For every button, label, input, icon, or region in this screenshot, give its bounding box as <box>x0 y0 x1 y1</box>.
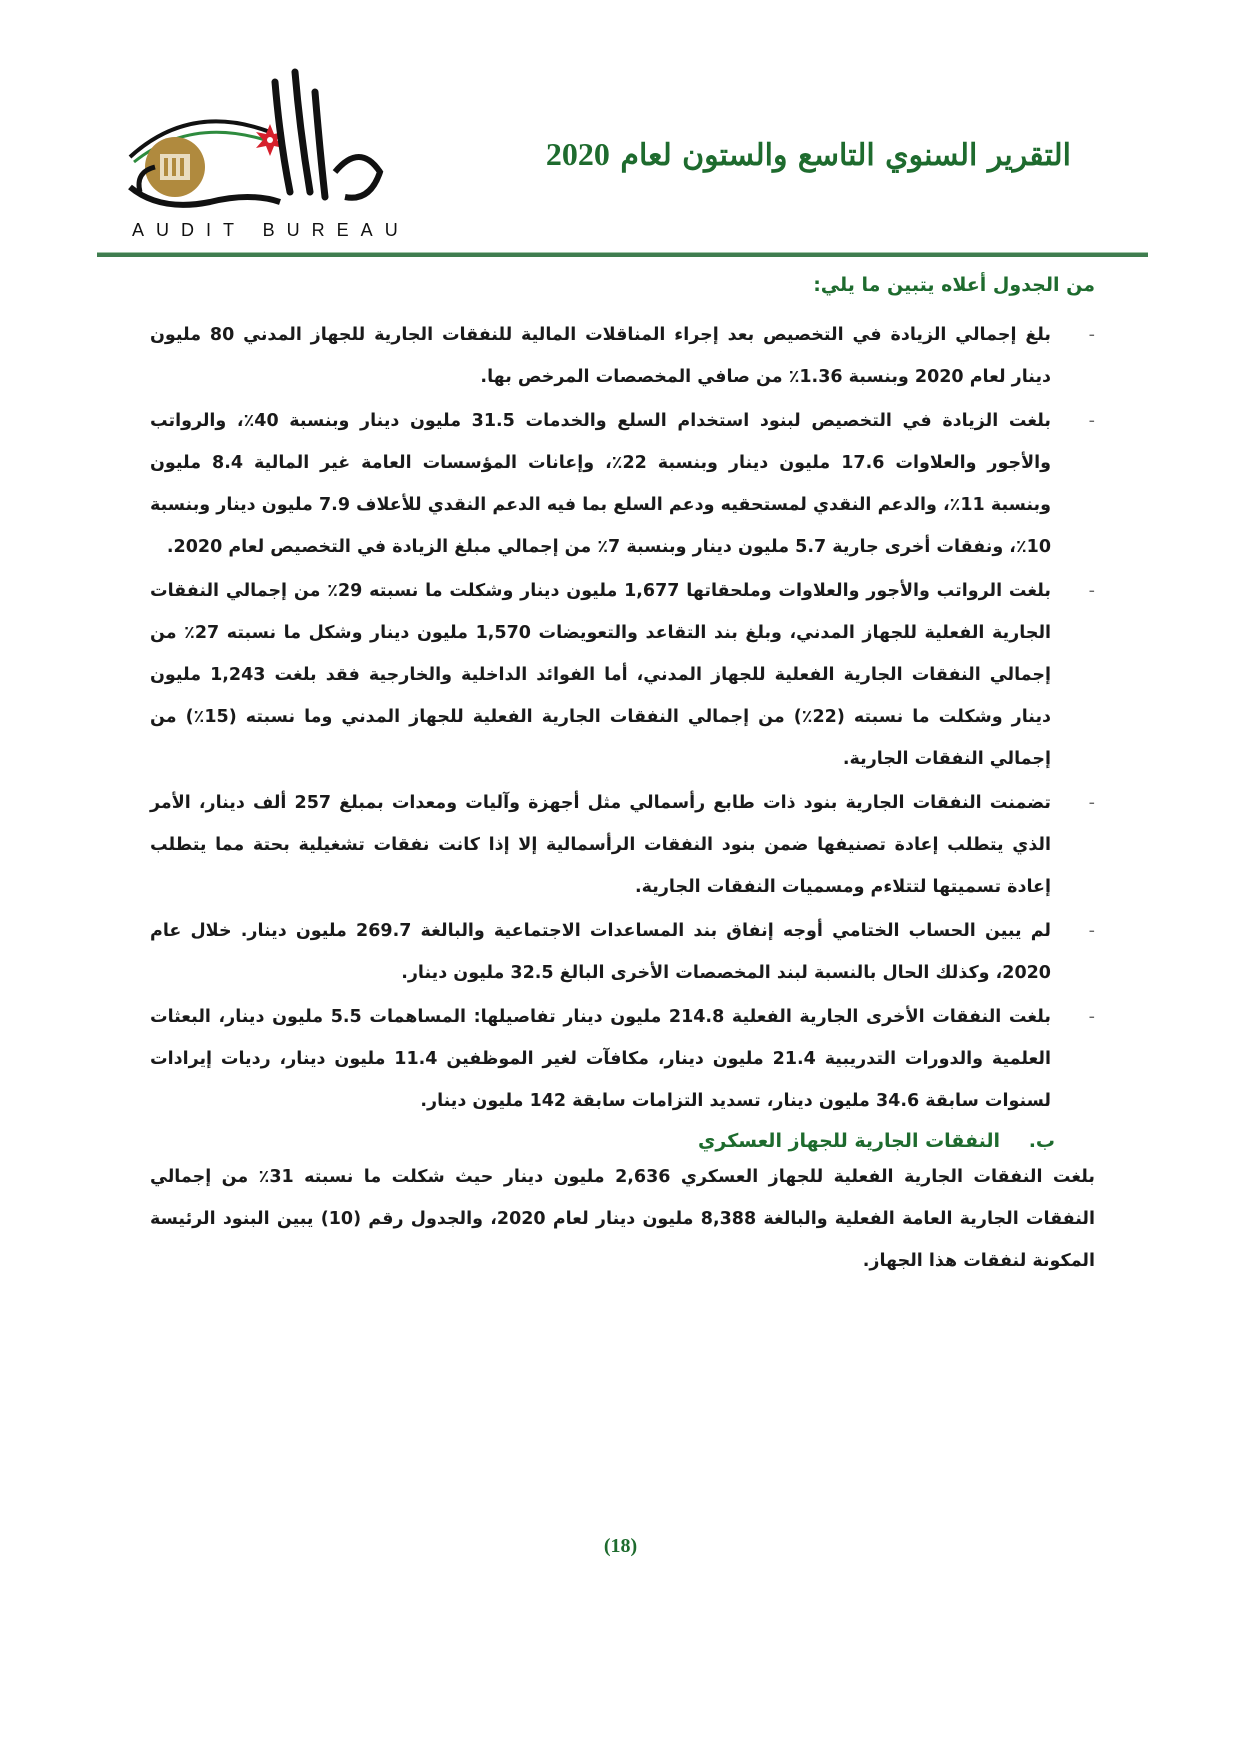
page-header <box>0 0 1241 260</box>
list-item-text: بلغت النفقات الأخرى الجارية الفعلية 214.8 مليون دينار تفاصيلها: المساهمات 5.5 مليون دينار، البعثات العلمية والدورات التدريبية 21.4 مليون دينار، مكافآت لغير الموظفين 11.4 مليون دينار، رديات إيرادات لسنوات سابقة 34.6 مليون دينار، تسديد التزامات سابقة 142 مليون دينار. <box>150 1007 1051 1111</box>
bullet-marker: - <box>1088 581 1095 601</box>
list-item-text: لم يبين الحساب الختامي أوجه إنفاق بند المساعدات الاجتماعية والبالغة 269.7 مليون دينار. خلال عام 2020، وكذلك الحال بالنسبة لبند المخصصات الأخرى البالغ 32.5 مليون دينار. <box>150 921 1051 983</box>
list-item-text: بلغ إجمالي الزيادة في التخصيص بعد إجراء المناقلات المالية للنفقات الجارية للجهاز المدني 80 مليون دينار لعام 2020 وبنسبة 1.36٪ من صافي المخصصات المرخص بها. <box>150 325 1052 387</box>
list-item <box>150 314 1095 398</box>
subsection-paragraph: بلغت النفقات الجارية الفعلية للجهاز العسكري 2,636 مليون دينار حيث شكلت ما نسبته 31٪ من إجمالي النفقات الجارية العامة الفعلية والبالغة 8,388 مليون دينار لعام 2020، والجدول رقم (10) يبين البنود الرئيسة المكونة لنفقات هذا الجهاز. <box>150 1167 1095 1271</box>
list-item-text: تضمنت النفقات الجارية بنود ذات طابع رأسمالي مثل أجهزة وآليات ومعدات بمبلغ 257 ألف دينار، الأمر الذي يتطلب إعادة تصنيفها ضمن بنود النفقات الرأسمالية إلا إذا كانت نفقات تشغيلية بحتة مما يتطلب إعادة تسميتها لتتلاءم ومسميات النفقات الجارية. <box>150 793 1051 897</box>
list-item-text: بلغت الرواتب والأجور والعلاوات وملحقاتها 1,677 مليون دينار وشكلت ما نسبته 29٪ من إجمالي النفقات الجارية الفعلية للجهاز المدني، وبلغ بند التقاعد والتعويضات 1,570 مليون دينار وشكل ما نسبته 27٪ من إجمالي النفقات الجارية الفعلية للجهاز المدني، أما الفوائد الداخلية والخارجية فقد بلغت 1,243 مليون دينار وشكلت ما نسبته (22٪) من إجمالي النفقات الجارية الفعلية للجهاز المدني وما نسبته (15٪) من إجمالي النفقات الجارية. <box>150 581 1052 769</box>
bullet-marker: - <box>1088 325 1095 345</box>
list-item <box>150 782 1095 908</box>
list-item <box>150 400 1095 568</box>
list-item <box>150 910 1095 994</box>
bullet-marker: - <box>1088 921 1095 941</box>
logo-emblem-icon <box>120 62 420 222</box>
logo-english-text: AUDIT BUREAU <box>132 220 410 240</box>
page-content <box>150 262 1095 1282</box>
subsection-letter: ب. <box>1028 1130 1055 1152</box>
list-item-text: بلغت الزيادة في التخصيص لبنود استخدام السلع والخدمات 31.5 مليون دينار وبنسبة 40٪، والرواتب والأجور والعلاوات 17.6 مليون دينار وبنسبة 22٪، وإعانات المؤسسات العامة غير المالية 8.4 مليون وبنسبة 11٪، والدعم النقدي لمستحقيه ودعم السلع بما فيه الدعم النقدي للأعلاف 7.9 مليون دينار وبنسبة 10٪، ونفقات أخرى جارية 5.7 مليون دينار وبنسبة 7٪ من إجمالي مبلغ الزيادة في التخصيص لعام 2020. <box>150 411 1051 557</box>
bullet-marker: - <box>1088 411 1095 431</box>
audit-bureau-logo <box>120 62 420 252</box>
bullet-marker: - <box>1088 793 1095 813</box>
report-title <box>546 136 1071 173</box>
list-item <box>150 570 1095 780</box>
section-intro-heading: من الجدول أعلاه يتبين ما يلي: <box>813 274 1095 296</box>
subsection-title: النفقات الجارية للجهاز العسكري <box>697 1130 1001 1152</box>
list-item <box>150 996 1095 1122</box>
page-number: (18) <box>603 1535 638 1557</box>
subsection-heading <box>150 1130 1095 1152</box>
header-divider <box>97 252 1148 257</box>
report-year: 2020 <box>545 136 610 172</box>
bullet-marker: - <box>1088 1007 1095 1027</box>
report-title-text: التقرير السنوي التاسع والستون لعام <box>620 138 1071 173</box>
